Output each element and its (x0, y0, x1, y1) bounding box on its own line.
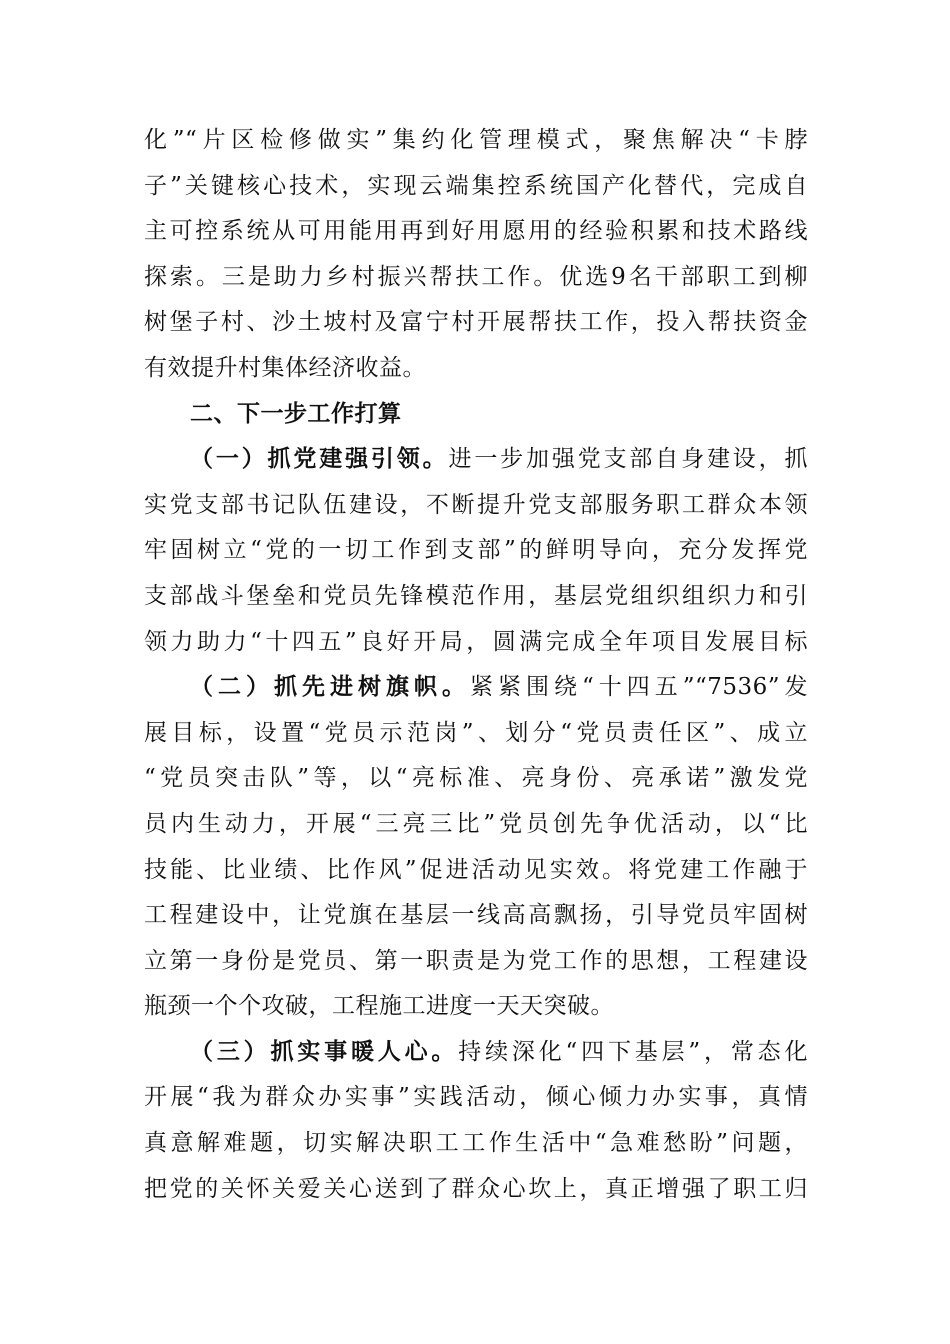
paragraph-line: 主可控系统从可用能用再到好用愿用的经验积累和技术路线 (144, 218, 808, 245)
paragraph-line: 树堡子村、沙土坡村及富宁村开展帮扶工作，投入帮扶资金 (144, 309, 808, 336)
paragraph-first-line (144, 665, 808, 711)
paragraph-line: 瓶颈一个个攻破，工程施工进度一天天突破。 (144, 993, 614, 1020)
item-2-paragraph (144, 665, 808, 1030)
paragraph-line: “党员突击队”等，以“亮标准、亮身份、亮承诺”激发党 (144, 765, 808, 792)
item-3-first-line-text: 持续深化“四下基层”，常态化 (458, 1038, 808, 1065)
paragraph-line: 牢固树立“党的一切工作到支部”的鲜明导向，充分发挥党 (144, 537, 808, 564)
paragraph-first-line (144, 437, 808, 483)
item-1-first-line-text: 进一步加强党支部自身建设，抓 (448, 446, 809, 473)
paragraph-first-line (144, 1030, 808, 1076)
paragraph-line: 技能、比业绩、比作风”促进活动见实效。将党建工作融于 (144, 856, 808, 883)
item-1-lead: （一）抓党建强引领。 (190, 446, 449, 473)
paragraph-line: 展目标，设置“党员示范岗”、划分“党员责任区”、成立 (144, 719, 808, 746)
item-2-lead: （二）抓先进树旗帜。 (190, 674, 470, 701)
item-1-paragraph (144, 437, 808, 665)
continued-paragraph (144, 118, 808, 392)
paragraph-line: 探索。三是助力乡村振兴帮扶工作。优选9名干部职工到柳 (144, 263, 808, 290)
paragraph-line: 立第一身份是党员、第一职责是为党工作的思想，工程建设 (144, 947, 808, 974)
item-2-first-line-text: 紧紧围绕“十四五”“7536”发 (469, 674, 808, 701)
paragraph-line: 领力助力“十四五”良好开局，圆满完成全年项目发展目标 (144, 628, 808, 655)
paragraph-line: 实党支部书记队伍建设，不断提升党支部服务职工群众本领 (144, 491, 808, 518)
paragraph-line: 支部战斗堡垒和党员先锋模范作用，基层党组织组织力和引 (144, 582, 808, 609)
paragraph-line: 真意解难题，切实解决职工工作生活中“急难愁盼”问题， (144, 1130, 808, 1157)
paragraph-line: 员内生动力，开展“三亮三比”党员创先争优活动，以“比 (144, 810, 808, 837)
document-body (144, 118, 808, 1212)
paragraph-line: 把党的关怀关爱关心送到了群众心坎上，真正增强了职工归 (144, 1175, 808, 1202)
section-heading: 二、下一步工作打算 (190, 400, 402, 427)
item-3-lead: （三）抓实事暖人心。 (190, 1038, 459, 1065)
paragraph-line: 工程建设中，让党旗在基层一线高高飘扬，引导党员牢固树 (144, 902, 808, 929)
paragraph-line: 开展“我为群众办实事”实践活动，倾心倾力办实事，真情 (144, 1084, 808, 1111)
paragraph-line: 有效提升村集体经济收益。 (144, 354, 426, 381)
item-3-paragraph (144, 1030, 808, 1212)
paragraph-line: 化”“片区检修做实”集约化管理模式，聚焦解决“卡脖 (144, 127, 808, 153)
paragraph-line: 子”关键核心技术，实现云端集控系统国产化替代，完成自 (144, 172, 808, 199)
